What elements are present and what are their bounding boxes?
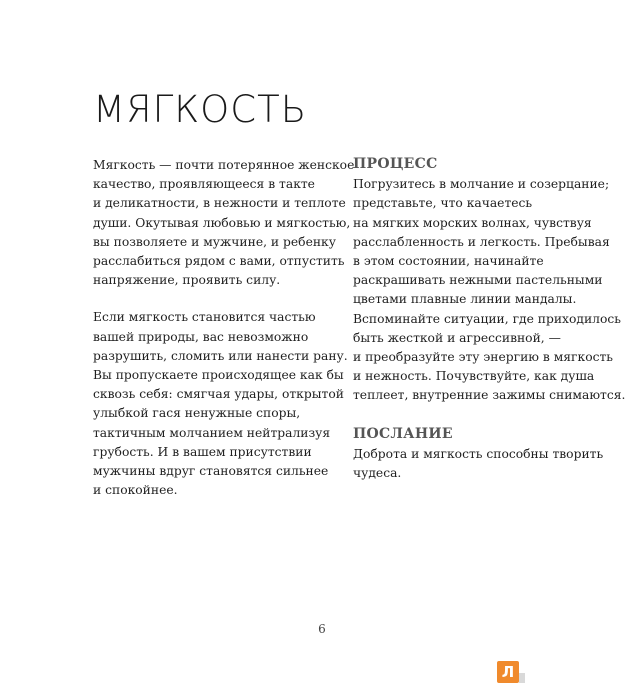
logo-shadow (519, 673, 525, 683)
process-section (353, 155, 626, 406)
text-line: и спокойнее. (93, 483, 178, 498)
message-heading: ПОСЛАНИЕ (353, 425, 453, 442)
process-text (353, 175, 626, 405)
text-line: мужчины вдруг становятся сильнее (93, 464, 329, 479)
message-section (353, 425, 604, 484)
page-number: 6 (318, 622, 326, 636)
text-line: раскрашивать нежными пастельными (353, 273, 603, 288)
text-line: Мягкость — почти потерянное женское (93, 158, 355, 172)
text-line: цветами плавные линии мандалы. (353, 292, 577, 307)
text-line: Если мягкость становится частью (93, 310, 316, 325)
text-line: грубость. И в вашем присутствии (93, 444, 312, 459)
text-line: на мягких морских волнах, чувствуя (353, 215, 592, 230)
text-line: души. Окутывая любовью и мягкостью, (93, 215, 351, 230)
text-line: теплеет, внутренние зажимы снимаются. (353, 388, 626, 403)
text-line: Вы пропускаете происходящее как бы (93, 368, 344, 383)
text-line: Вспоминайте ситуации, где приходилось (353, 311, 621, 326)
text-line: и нежность. Почувствуйте, как душа (353, 369, 595, 384)
text-line: сквозь себя: смягчая удары, открытой (93, 387, 344, 402)
text-line: тактичным молчанием нейтрализуя (93, 425, 331, 440)
text-line: быть жесткой и агрессивной, — (353, 330, 561, 345)
text-line: в этом состоянии, начинайте (353, 254, 544, 269)
text-line: улыбкой гася ненужные споры, (93, 406, 301, 421)
text-line: напряжение, проявить силу. (93, 273, 281, 288)
text-line: Доброта и мягкость способны творить (353, 446, 604, 461)
right-column (353, 155, 626, 483)
text-line: Погрузитесь в молчание и созерцание; (353, 177, 610, 192)
text-line: и деликатности, в нежности и теплоте (93, 196, 346, 211)
paragraph-1 (93, 156, 355, 290)
page-title: МЯГКОСТЬ (93, 88, 308, 131)
text-line: расслабленность и легкость. Пребывая (353, 234, 610, 249)
text-line: вашей природы, вас невозможно (93, 329, 309, 344)
text-line: чудеса. (353, 466, 402, 481)
text-line: представьте, что качаетесь (353, 196, 533, 211)
text-line: вы позволяете и мужчине, и ребенку (93, 234, 336, 249)
text-line: расслабиться рядом с вами, отпустить (93, 254, 345, 269)
publisher-logo-icon: Л (497, 661, 519, 683)
text-line: качество, проявляющееся в такте (93, 177, 315, 192)
paragraph-2 (93, 308, 348, 500)
left-column (93, 156, 355, 500)
message-text (353, 445, 604, 483)
text-line: и преобразуйте эту энергию в мягкость (353, 350, 613, 365)
process-heading: ПРОЦЕСС (353, 156, 438, 172)
text-line: разрушить, сломить или нанести рану. (93, 348, 348, 363)
